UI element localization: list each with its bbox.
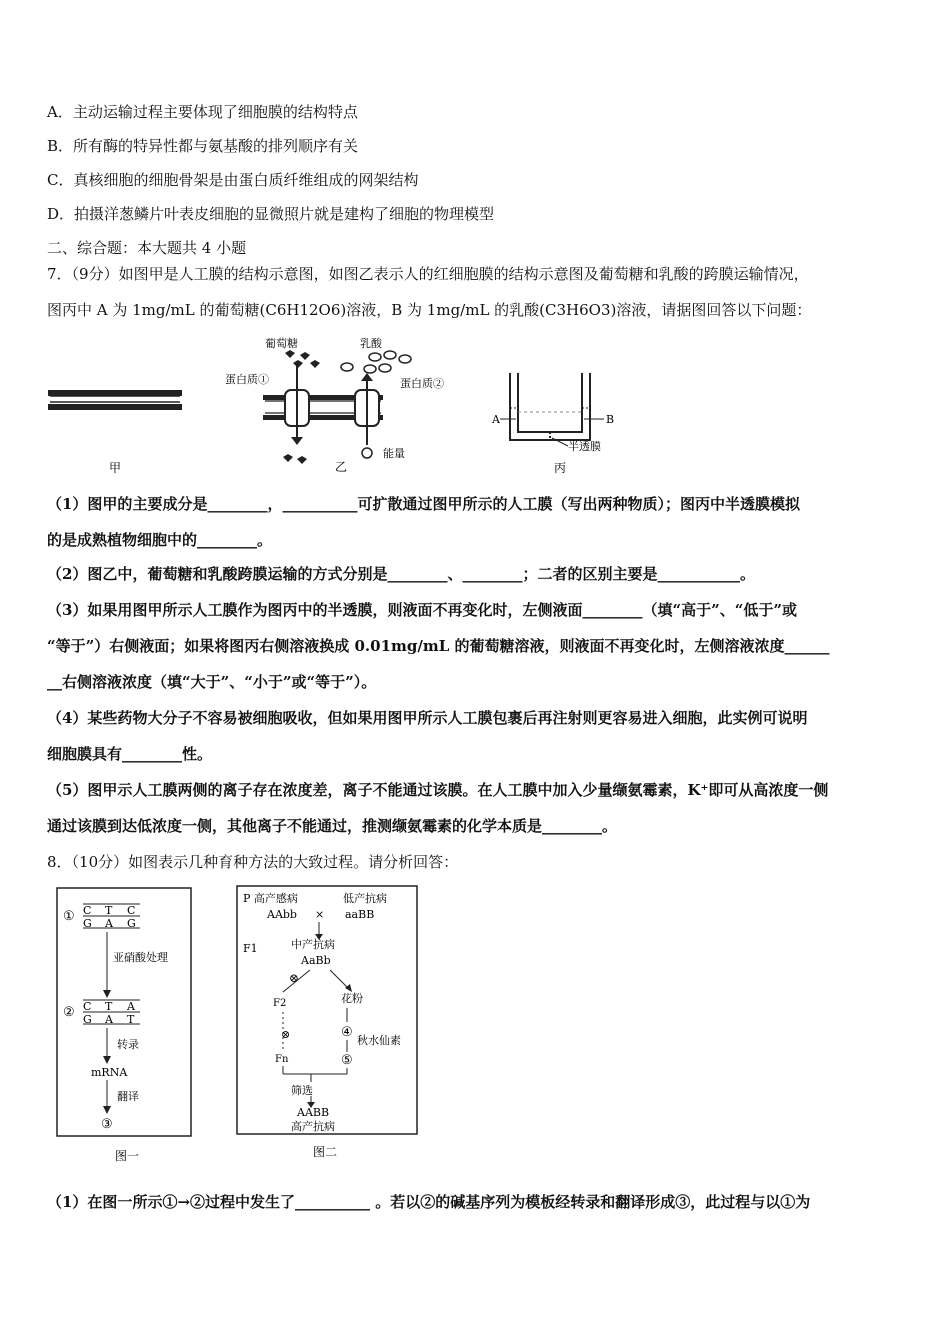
q7-part3-c: __右侧溶液浓度（填“大于”、“小于”或“等于”）。 bbox=[47, 673, 377, 691]
fig2-mark-4: ④ bbox=[341, 1025, 353, 1040]
q7-part4-b: 细胞膜具有________性。 bbox=[47, 745, 213, 763]
q7-part5-b: 通过该膜到达低浓度一侧，其他离子不能通过，推测缬氨霉素的化学本质是________。 bbox=[47, 817, 618, 835]
fig2-fn-label: Fn bbox=[275, 1054, 289, 1065]
fig1-treat-label: 亚硝酸处理 bbox=[113, 951, 168, 964]
q7-part3-a: （3）如果用图甲所示人工膜作为图丙中的半透膜，则液面不再变化时，左侧液面________（填“高于”、“低于”或 bbox=[47, 601, 797, 619]
fig1-transcribe-label: 转录 bbox=[117, 1038, 139, 1051]
fig2-f1-label: F1 bbox=[243, 942, 258, 955]
q7-part1-b: 的是成熟植物细胞中的________。 bbox=[47, 531, 273, 549]
fig1-translate-label: 翻译 bbox=[117, 1090, 139, 1103]
fig2-final-genotype: AABB bbox=[297, 1106, 330, 1119]
fig2-parent1-genotype: AAbb bbox=[267, 908, 297, 921]
label-a: A bbox=[492, 413, 500, 426]
fig2-colchicine-label: 秋水仙素 bbox=[357, 1034, 401, 1047]
base-bottom: G bbox=[127, 917, 136, 930]
bilayer-heads-top bbox=[48, 390, 182, 396]
q7-part2: （2）图乙中，葡萄糖和乳酸跨膜运输的方式分别是________、________；二者的区别主要是___________。 bbox=[47, 565, 755, 583]
base-bottom: G bbox=[83, 1013, 92, 1026]
fig2-cross-symbol: × bbox=[315, 908, 325, 921]
option-c: C．真核细胞的细胞骨架是由蛋白质纤维组成的网架结构 bbox=[47, 171, 419, 189]
fig2-select-label: 筛选 bbox=[291, 1084, 313, 1097]
label-b: B bbox=[606, 413, 615, 426]
section-heading: 二、综合题：本大题共 4 小题 bbox=[47, 239, 247, 257]
figure-bing bbox=[488, 368, 638, 478]
fig2-pollen-label: 花粉 bbox=[341, 992, 363, 1005]
figure-yi bbox=[225, 335, 485, 475]
base-top: C bbox=[127, 904, 136, 917]
fig1-caption: 图一 bbox=[115, 1149, 140, 1163]
q7-part1-a: （1）图甲的主要成分是________，__________可扩散通过图甲所示的人工膜（写出两种物质）；图丙中半透膜模拟 bbox=[47, 495, 800, 513]
fig2-final-phenotype: 高产抗病 bbox=[291, 1120, 335, 1133]
fig2-f2-label: F2 bbox=[273, 998, 287, 1009]
base-top: C bbox=[83, 1000, 92, 1013]
fig-label-jia: 甲 bbox=[109, 461, 122, 475]
u-tube bbox=[510, 373, 590, 440]
fig-label-yi: 乙 bbox=[335, 460, 348, 474]
fig2-f1-phenotype: 中产抗病 bbox=[291, 938, 335, 951]
fig2-selfing-symbol: ⊗ bbox=[289, 971, 300, 985]
fig2-f1-genotype: AaBb bbox=[301, 954, 331, 967]
fig1-mark-2: ② bbox=[63, 1005, 75, 1020]
option-b: B．所有酶的特异性都与氨基酸的排列顺序有关 bbox=[47, 137, 359, 155]
figure-1 bbox=[55, 886, 195, 1166]
base-top: A bbox=[127, 1000, 135, 1013]
option-d: D．拍摄洋葱鳞片叶表皮细胞的显微照片就是建构了细胞的物理模型 bbox=[47, 205, 495, 223]
q7-part4-a: （4）某些药物大分子不容易被细胞吸收，但如果用图甲所示人工膜包裹后再注射则更容易进入细胞，此实例可说明 bbox=[47, 709, 808, 727]
base-bottom: G bbox=[83, 917, 92, 930]
energy-label: 能量 bbox=[383, 447, 405, 460]
glucose-label: 葡萄糖 bbox=[265, 337, 298, 350]
fig2-p-line2: 低产抗病 bbox=[343, 892, 387, 905]
base-bottom: T bbox=[127, 1013, 135, 1026]
fig1-mark-3: ③ bbox=[101, 1117, 113, 1132]
fig2-caption: 图二 bbox=[313, 1145, 338, 1159]
membrane-label: 半透膜 bbox=[568, 440, 601, 453]
base-top: T bbox=[105, 904, 113, 917]
fig-label-bing: 丙 bbox=[554, 461, 567, 475]
q7-stem-2: 图丙中 A 为 1mg/mL 的葡萄糖(C6H12O6)溶液，B 为 1mg/mL 的乳酸(C3H6O3)溶液，请据图回答以下问题： bbox=[47, 301, 812, 319]
fig1-mrna-label: mRNA bbox=[91, 1066, 128, 1079]
lactic-molecules bbox=[341, 351, 411, 373]
lactic-label: 乳酸 bbox=[360, 337, 382, 350]
base-top: C bbox=[83, 904, 92, 917]
q8-part1: （1）在图一所示①→②过程中发生了__________ 。若以②的碱基序列为模板经转录和翻译形成③，此过程与以①为 bbox=[47, 1193, 811, 1211]
q7-part3-b: “等于”）右侧液面；如果将图丙右侧溶液换成 0.01mg/mL 的葡萄糖溶液，则液面不再变化时，左侧溶液浓度______ bbox=[47, 637, 830, 655]
base-top: T bbox=[105, 1000, 113, 1013]
base-bottom: A bbox=[105, 917, 113, 930]
fig2-mark-5: ⑤ bbox=[341, 1053, 353, 1068]
fig2-p-line: P 高产感病 bbox=[243, 892, 298, 905]
figure-jia bbox=[45, 388, 185, 478]
q7-stem-1: 7．（9分）如图甲是人工膜的结构示意图，如图乙表示人的红细胞膜的结构示意图及葡萄糖和乳酸的跨膜运输情况， bbox=[47, 265, 809, 283]
option-a: A．主动运输过程主要体现了细胞膜的结构特点 bbox=[47, 103, 358, 121]
glucose-molecules bbox=[285, 350, 320, 368]
figure-2 bbox=[235, 884, 420, 1164]
protein2-label: 蛋白质② bbox=[400, 377, 444, 390]
fig2-selfing-symbol-2: ⊗ bbox=[281, 1028, 291, 1041]
fig1-mark-1: ① bbox=[63, 909, 75, 924]
base-bottom: A bbox=[105, 1013, 113, 1026]
protein1-label: 蛋白质① bbox=[225, 373, 269, 386]
fig2-parent2-genotype: aaBB bbox=[345, 908, 375, 921]
q8-stem: 8．（10分）如图表示几种育种方法的大致过程。请分析回答： bbox=[47, 853, 459, 871]
q7-part5-a: （5）图甲示人工膜两侧的离子存在浓度差，离子不能通过该膜。在人工膜中加入少量缬氨霉素，K⁺即可从高浓度一侧 bbox=[47, 781, 829, 799]
